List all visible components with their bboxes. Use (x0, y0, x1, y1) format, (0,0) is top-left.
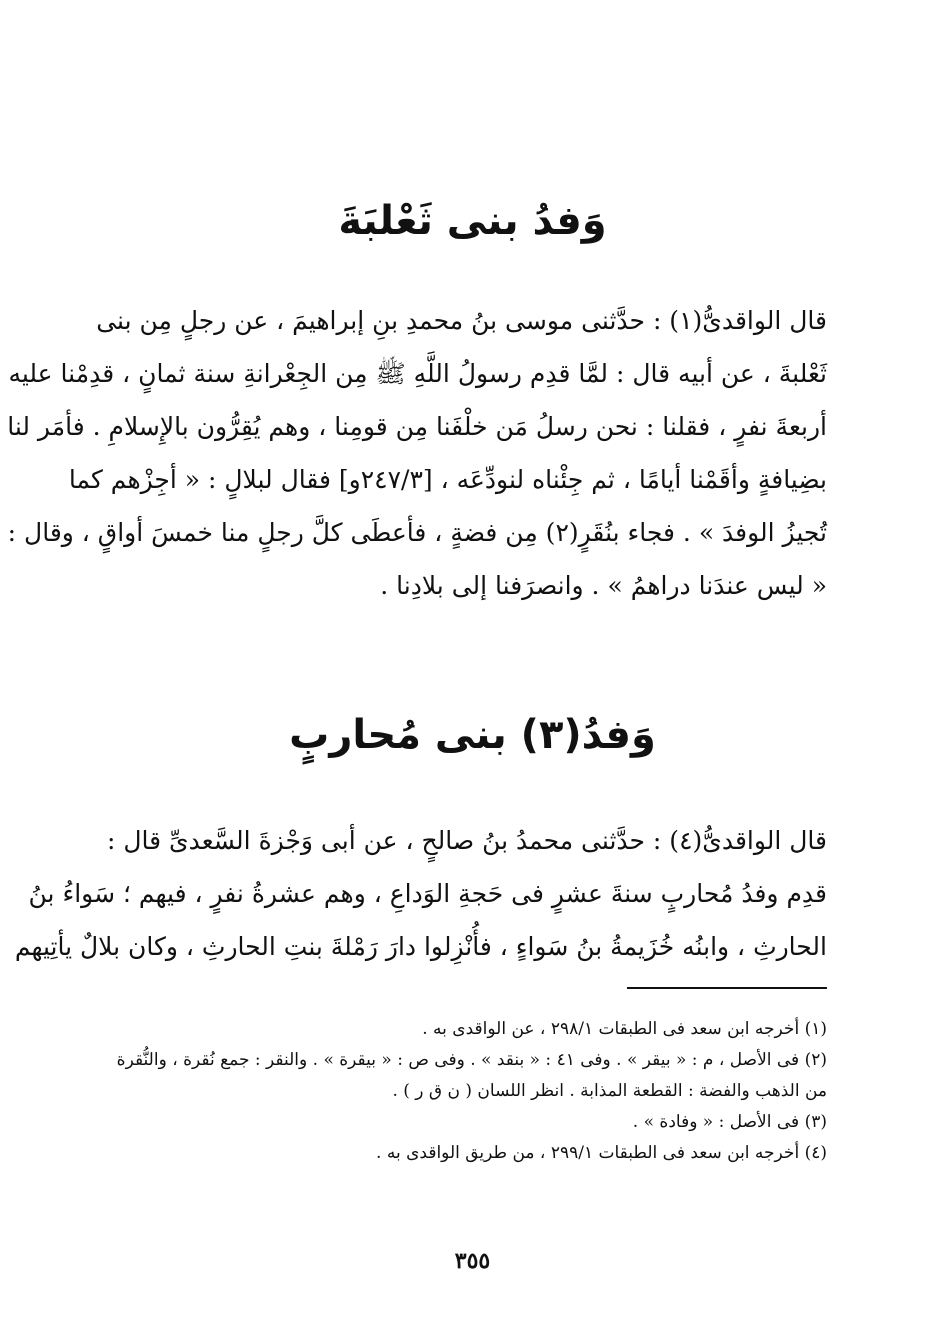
body-line: بضِيافةٍ وأقَمْنا أيامًا ، ثم جِئْناه لنودِّعَه ، [٢٤٧/٣و] فقال لبلالٍ : « أجِزْهم كما (68, 465, 827, 494)
section-title-banu-thalaba: وَفدُ بنى ثَعْلبَةَ (338, 197, 607, 244)
body-line: قال الواقدىُّ(٤) : حدَّثنى محمدُ بنُ صالحٍ ، عن أبى وَجْزةَ السَّعدىِّ قال : (106, 826, 827, 855)
footnotes (117, 1014, 827, 1169)
footnote: (٤) أخرجه ابن سعد فى الطبقات ٢٩٩/١ ، من طريق الواقدى به . (376, 1143, 827, 1163)
footnote-divider (627, 987, 827, 989)
body-line: تُجيزُ الوفدَ » . فجاء بنُقَرٍ(٢) مِن فضةٍ ، فأعطَى كلَّ رجلٍ منا خمسَ أواقٍ ، وقال : (7, 518, 827, 547)
body-line: أربعةَ نفرٍ ، فقلنا : نحن رسلُ مَن خلْفَنا مِن قومِنا ، وهم يُقِرُّون بالإِسلامِ . فأمَر لنا (7, 412, 827, 441)
body-line: قال الواقدىُّ(١) : حدَّثنى موسى بنُ محمدِ بنِ إبراهيمَ ، عن رجلٍ مِن بنى (96, 306, 827, 335)
footnote: (٣) فى الأصل : « وفادة » . (632, 1112, 827, 1132)
footnote: (٢) فى الأصل ، م : « بيقر » . وفى ٤١ : « بنقد » . وفى ص : « بيقرة » . والنقر : جمع نُقرة ، والنُّقرة (116, 1050, 827, 1070)
body-line: « ليس عندَنا دراهمُ » . وانصرَفنا إلى بلادِنا . (380, 571, 827, 600)
body-line: قدِم وفدُ مُحاربٍ سنةَ عشرٍ فى حَجةِ الوَداعِ ، وهم عشرةُ نفرٍ ، فيهم ؛ سَواءُ بنُ (28, 879, 827, 908)
section-title-banu-muharib: وَفدُ(٣) بنى مُحاربٍ (289, 711, 656, 758)
body-line: ثَعْلبةَ ، عن أبيه قال : لمَّا قدِم رسولُ اللَّهِ ﷺ مِن الجِعْرانةِ سنة ثمانٍ ، قدِمْنا عليه (8, 359, 827, 388)
page-number: ٣٥٥ (454, 1248, 491, 1274)
section-body-banu-thalaba (7, 294, 827, 612)
section-body-banu-muharib (14, 814, 827, 973)
footnote: من الذهب والفضة : القطعة المذابة . انظر اللسان ( ن ق ر ) . (392, 1081, 827, 1101)
body-line: الحارثِ ، وابنُه خُزَيمةُ بنُ سَواءٍ ، فأُنْزِلوا دارَ رَمْلةَ بنتِ الحارثِ ، وكان بلالٌ يأتِيهم (14, 932, 827, 961)
footnote: (١) أخرجه ابن سعد فى الطبقات ٢٩٨/١ ، عن الواقدى به . (422, 1019, 827, 1039)
